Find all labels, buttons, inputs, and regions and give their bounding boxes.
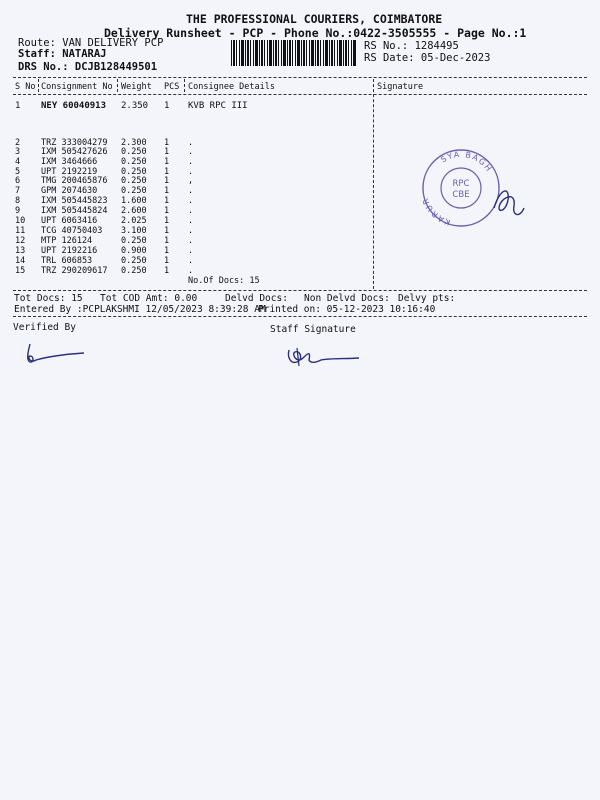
delvy-pts: Delvy pts: — [398, 293, 456, 304]
row-details: . — [188, 216, 194, 226]
row-consignment: UPT 2192216 — [41, 246, 98, 256]
divider-bottom — [13, 316, 587, 317]
table-row — [15, 266, 365, 276]
row-pcs: 1 — [164, 256, 170, 266]
table-row — [15, 101, 365, 111]
printed-on: Printed on: 05-12-2023 10:16:40 — [258, 304, 436, 315]
row-sno: 14 — [15, 256, 26, 266]
row-sno: 10 — [15, 216, 26, 226]
row-details: . — [188, 206, 194, 216]
table-row — [15, 206, 365, 216]
stamp-text-left: KARUR — [420, 195, 452, 227]
table-row — [15, 226, 365, 236]
tot-docs: Tot Docs: 15 — [14, 293, 83, 304]
table-row — [15, 246, 365, 256]
row-consignment: IXM 505445823 — [41, 196, 108, 206]
row-consignment: IXM 505445824 — [41, 206, 108, 216]
table-row — [15, 157, 365, 167]
table-row — [15, 216, 365, 226]
row-consignment: GPM 2074630 — [41, 186, 98, 196]
col-sep — [38, 79, 39, 92]
received-signature — [490, 178, 530, 223]
row-weight: 0.250 — [121, 236, 147, 246]
signature-col-sep — [373, 79, 374, 289]
row-details: . — [188, 236, 194, 246]
divider-header — [13, 94, 587, 95]
row-consignment: IXM 3464666 — [41, 157, 98, 167]
row-sno: 9 — [15, 206, 21, 216]
verifier-signature — [22, 340, 87, 370]
row-sno: 12 — [15, 236, 26, 246]
table-header — [15, 82, 585, 92]
barcode — [231, 40, 356, 66]
row-sno: 5 — [15, 167, 21, 177]
non-delvd-docs: Non Delvd Docs: — [304, 293, 390, 304]
row-details: . — [188, 246, 194, 256]
col-weight: Weight — [121, 82, 152, 92]
route-label: Route: VAN DELIVERY PCP — [18, 37, 164, 49]
row-sno: 2 — [15, 138, 21, 148]
no-of-docs: No.Of Docs: 15 — [188, 276, 260, 286]
row-weight: 3.100 — [121, 226, 147, 236]
row-details: . — [188, 186, 194, 196]
staff-signature — [283, 342, 363, 370]
table-row — [15, 186, 365, 196]
row-details: . — [188, 196, 194, 206]
row-weight: 1.600 — [121, 196, 147, 206]
row-weight: 0.250 — [121, 157, 147, 167]
row-pcs: 1 — [164, 206, 170, 216]
col-consignee: Consignee Details — [188, 82, 275, 92]
row-details: . — [188, 167, 194, 177]
rs-date: RS Date: 05-Dec-2023 — [364, 52, 491, 64]
row-consignment: TMG 200465876 — [41, 176, 108, 186]
row-sno: 1 — [15, 101, 21, 111]
row-pcs: 1 — [164, 167, 170, 177]
row-consignment: TRL 606853 — [41, 256, 93, 266]
col-consignment: Consignment No — [41, 82, 113, 92]
row-weight: 2.600 — [121, 206, 147, 216]
rs-number: RS No.: 1284495 — [364, 40, 459, 52]
row-sno: 7 — [15, 186, 21, 196]
svg-text:KARUR — [420, 196, 451, 227]
stamp-text-top: SYA BAGH — [439, 149, 494, 175]
row-pcs: 1 — [164, 216, 170, 226]
row-pcs: 1 — [164, 176, 170, 186]
row-details: KVB RPC III — [188, 101, 248, 111]
row-sno: 15 — [15, 266, 26, 276]
row-consignment: MTP 126124 — [41, 236, 93, 246]
row-pcs: 1 — [164, 147, 170, 157]
row-pcs: 1 — [164, 226, 170, 236]
row-weight: 0.250 — [121, 167, 147, 177]
col-sep — [184, 79, 185, 92]
table-row — [15, 176, 365, 186]
tot-cod: Tot COD Amt: 0.00 — [100, 293, 198, 304]
row-details: . — [188, 266, 194, 276]
row-pcs: 1 — [164, 236, 170, 246]
divider-top — [13, 77, 587, 78]
row-details: . — [188, 138, 194, 148]
row-pcs: 1 — [164, 101, 170, 111]
row-consignment: UPT 6063416 — [41, 216, 98, 226]
staff-signature-label: Staff Signature — [270, 324, 356, 335]
col-signature: Signature — [377, 82, 424, 92]
row-pcs: 1 — [164, 186, 170, 196]
row-weight: 0.250 — [121, 256, 147, 266]
row-weight: 2.025 — [121, 216, 147, 226]
row-weight: 2.350 — [121, 101, 149, 111]
company-title: THE PROFESSIONAL COURIERS, COIMBATORE — [186, 12, 443, 26]
runsheet-title: Delivery Runsheet - PCP - Phone No.:0422-3505555 - Page No.:1 — [104, 26, 527, 40]
row-sno: 13 — [15, 246, 26, 256]
row-details: . — [188, 226, 194, 236]
col-sno: S No — [15, 82, 36, 92]
row-details: . — [188, 157, 194, 167]
table-row — [15, 196, 365, 206]
row-weight: 0.900 — [121, 246, 147, 256]
row-sno: 11 — [15, 226, 26, 236]
verified-by-label: Verified By — [13, 322, 76, 333]
row-consignment: TRZ 290209617 — [41, 266, 108, 276]
row-weight: 2.300 — [121, 138, 147, 148]
svg-text:SYA BAGH — [439, 150, 494, 174]
col-pcs: PCS — [164, 82, 180, 92]
row-pcs: 1 — [164, 246, 170, 256]
stamp-center-1: RPC — [452, 179, 470, 189]
row-weight: 0.250 — [121, 266, 147, 276]
table-row — [15, 256, 365, 266]
row-consignment: TRZ 333004279 — [41, 138, 108, 148]
row-consignment: NEY 60040913 — [41, 101, 107, 111]
row-details: . — [188, 256, 194, 266]
row-consignment: UPT 2192219 — [41, 167, 98, 177]
row-sno: 3 — [15, 147, 21, 157]
row-details: . — [188, 147, 194, 157]
row-weight: 0.250 — [121, 186, 147, 196]
row-sno: 4 — [15, 157, 21, 167]
divider-totals — [13, 290, 587, 291]
row-consignment: IXM 505427626 — [41, 147, 108, 157]
row-pcs: 1 — [164, 266, 170, 276]
staff-label: Staff: NATARAJ — [18, 48, 107, 60]
row-pcs: 1 — [164, 157, 170, 167]
row-pcs: 1 — [164, 138, 170, 148]
table-row — [15, 147, 365, 157]
row-weight: 0.250 — [121, 176, 147, 186]
entered-by: Entered By :PCPLAKSHMI 12/05/2023 8:39:28 AM — [14, 304, 266, 315]
table-row — [15, 236, 365, 246]
row-weight: 0.250 — [121, 147, 147, 157]
stamp-center-2: CBE — [452, 190, 470, 200]
row-details: , — [188, 176, 194, 186]
col-sep — [117, 79, 118, 92]
drs-number: DRS No.: DCJB128449501 — [18, 61, 158, 73]
row-sno: 8 — [15, 196, 21, 206]
delvd-docs: Delvd Docs: — [225, 293, 288, 304]
row-consignment: TCG 40750403 — [41, 226, 103, 236]
row-sno: 6 — [15, 176, 21, 186]
row-pcs: 1 — [164, 196, 170, 206]
